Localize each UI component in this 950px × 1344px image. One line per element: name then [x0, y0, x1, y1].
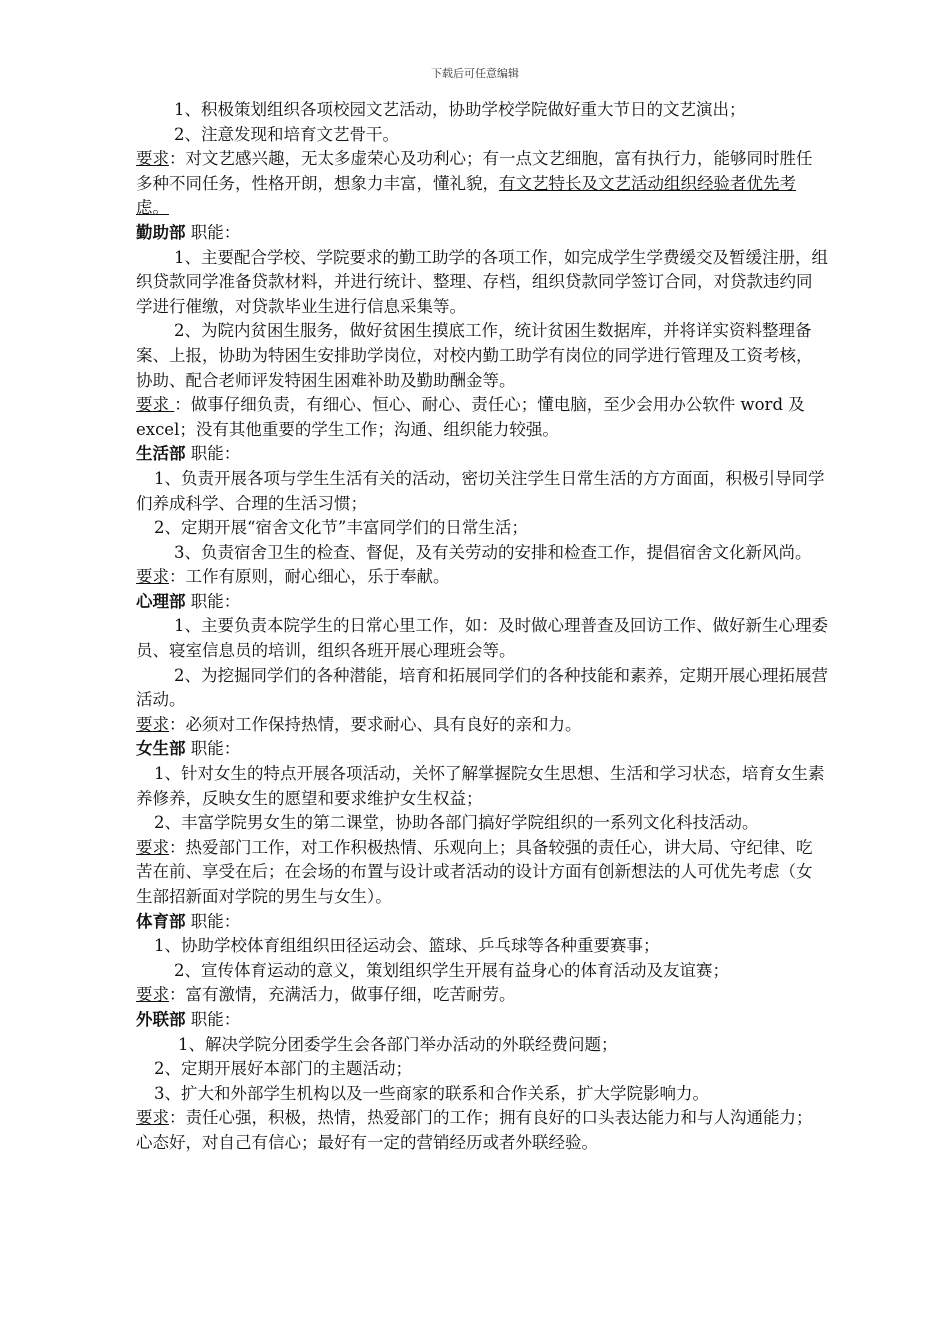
shenghuo-item-3: 3、负责宿舍卫生的检查、督促，及有关劳动的安排和检查工作，提倡宿舍文化新风尚。 — [174, 542, 812, 562]
wenyi-requirement — [136, 147, 828, 221]
qinzhu-item-2: 2、为院内贫困生服务，做好贫困生摸底工作，统计贫困生数据库，并将详实资料整理备案、上报，协助为特困生安排助学岗位，对校内勤工助学有岗位的同学进行管理及工资考核，协助、配合老师评发特困生困难补助及勤助酬金等。 — [136, 321, 813, 390]
xinli-item-2: 2、为挖掘同学们的各种潜能，培育和拓展同学们的各种技能和素养，定期开展心理拓展营活动。 — [136, 665, 828, 710]
nvsheng-heading — [136, 737, 828, 762]
requirement-label: 要求 — [136, 714, 169, 734]
xinli-heading — [136, 590, 828, 615]
shenghuo-heading — [136, 442, 828, 467]
nvsheng-requirement — [136, 836, 828, 910]
tiyu-item-2: 2、宣传体育运动的意义，策划组织学生开展有益身心的体育活动及友谊赛； — [174, 960, 729, 980]
requirement-text: ：热爱部门工作，对工作积极热情、乐观向上；具备较强的责任心，讲大局、守纪律、吃苦在前、享受在后；在会场的布置与设计或者活动的设计方面有创新想法的人可优先考虑（女生部招新面对学院的男生与女生）。 — [136, 837, 813, 906]
requirement-label: 要求 — [136, 837, 169, 857]
wenyi-item-2: 2、注意发现和培育文艺骨干。 — [174, 124, 399, 144]
requirement-label: 要求 — [136, 395, 175, 415]
requirement-underlined: 有文艺特长及文艺活动组织经验者优先考虑。 — [136, 173, 796, 218]
section-title: 外联部 — [136, 1009, 186, 1029]
wailian-heading — [136, 1008, 828, 1033]
duty-label: 职能： — [185, 1009, 241, 1029]
requirement-text: ：责任心强，积极，热情，热爱部门的工作；拥有良好的口头表达能力和与人沟通能力；心态好，对自己有信心；最好有一定的营销经历或者外联经验。 — [136, 1108, 813, 1152]
tiyu-heading — [136, 910, 828, 935]
xinli-requirement — [136, 713, 828, 738]
qinzhu-requirement — [136, 393, 828, 442]
requirement-label: 要求 — [136, 149, 169, 169]
wenyi-item-1: 1、积极策划组织各项校园文艺活动，协助学校学院做好重大节日的文艺演出； — [174, 100, 746, 119]
duty-label: 职能： — [185, 911, 241, 931]
wailian-item-3: 3、扩大和外部学生机构以及一些商家的联系和合作关系，扩大学院影响力。 — [154, 1083, 709, 1103]
document-body — [136, 98, 828, 1156]
section-title: 勤助部 — [136, 222, 186, 242]
requirement-label: 要求 — [136, 567, 169, 587]
requirement-text: ：富有激情，充满活力，做事仔细，吃苦耐劳。 — [169, 985, 516, 1005]
tiyu-item-1: 1、协助学校体育组组织田径运动会、篮球、乒乓球等各种重要赛事； — [154, 936, 660, 956]
requirement-text: ：做事仔细负责，有细心、恒心、耐心、责任心；懂电脑，至少会用办公软件 word 及 excel；没有其他重要的学生工作；沟通、组织能力较强。 — [136, 395, 805, 439]
section-title: 心理部 — [136, 591, 186, 611]
wailian-item-2: 2、定期开展好本部门的主题活动； — [154, 1059, 412, 1079]
requirement-label: 要求 — [136, 985, 169, 1005]
page-header: 下载后可任意编辑 — [431, 67, 519, 80]
duty-label: 职能： — [185, 591, 241, 611]
wailian-item-1: 1、解决学院分团委学生会各部门举办活动的外联经费问题； — [178, 1034, 618, 1054]
section-title: 生活部 — [136, 444, 186, 464]
nvsheng-item-1: 1、针对女生的特点开展各项活动，关怀了解掌握院女生思想、生活和学习状态，培育女生素养修养，反映女生的愿望和要求维护女生权益； — [136, 764, 825, 808]
qinzhu-heading — [136, 221, 828, 246]
requirement-text: ：必须对工作保持热情，要求耐心、具有良好的亲和力。 — [169, 714, 582, 734]
duty-label: 职能： — [185, 739, 241, 759]
requirement-label: 要求 — [136, 1108, 169, 1128]
section-title: 女生部 — [136, 739, 186, 759]
shenghuo-requirement — [136, 565, 828, 590]
requirement-text: ：对文艺感兴趣，无太多虚荣心及功利心；有一点文艺细胞，富有执行力，能够同时胜任多种不同任务，性格开朗，想象力丰富，懂礼貌， — [136, 149, 813, 193]
tiyu-requirement — [136, 983, 828, 1008]
duty-label: 职能： — [185, 222, 241, 242]
requirement-text: ：工作有原则，耐心细心，乐于奉献。 — [169, 567, 450, 587]
duty-label: 职能： — [185, 444, 241, 464]
xinli-item-1: 1、主要负责本院学生的日常心里工作，如：及时做心理普查及回访工作、做好新生心理委员、寝室信息员的培训，组织各班开展心理班会等。 — [136, 616, 828, 661]
wailian-requirement — [136, 1106, 828, 1155]
qinzhu-item-1: 1、主要配合学校、学院要求的勤工助学的各项工作，如完成学生学费缓交及暂缓注册，组织贷款同学准备贷款材料，并进行统计、整理、存档，组织贷款同学签订合同，对贷款违约同学进行催缴，对贷款毕业生进行信息采集等。 — [136, 247, 828, 316]
section-title: 体育部 — [136, 911, 186, 931]
shenghuo-item-1: 1、负责开展各项与学生生活有关的活动，密切关注学生日常生活的方方面面，积极引导同学们养成科学、合理的生活习惯； — [136, 468, 825, 513]
shenghuo-item-2: 2、定期开展“宿舍文化节”丰富同学们的日常生活； — [154, 518, 528, 538]
nvsheng-item-2: 2、丰富学院男女生的第二课堂，协助各部门搞好学院组织的一系列文化科技活动。 — [154, 813, 759, 833]
